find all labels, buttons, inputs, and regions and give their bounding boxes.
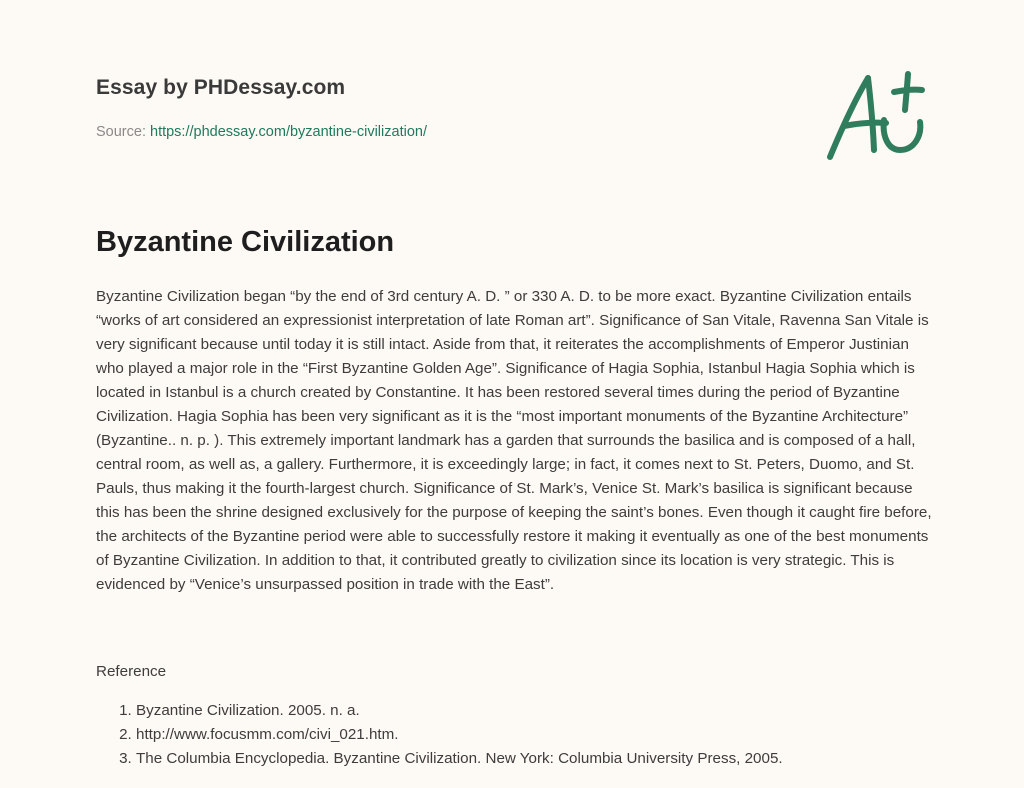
reference-item: 2. http://www.focusmm.com/civi_021.htm. [136, 723, 936, 747]
reference-item: 3. The Columbia Encyclopedia. Byzantine Civilization. New York: Columbia University Press, 2005. [136, 747, 936, 771]
reference-list [96, 699, 936, 771]
reference-heading: Reference [96, 663, 167, 680]
reference-item: 1. Byzantine Civilization. 2005. n. a. [136, 699, 936, 723]
source-label: Source: [96, 124, 150, 140]
source-line [96, 124, 427, 140]
a-plus-grade-icon [822, 68, 928, 164]
essay-body: Byzantine Civilization began “by the end of 3rd century A. D. ” or 330 A. D. to be more exact. Byzantine Civilization entails “works of art considered an expressionist interpretation of late Roman art”. Significance of San Vitale, Ravenna San Vitale is very significant because until today it is still intact. Aside from that, it reiterates the accomplishments of Emperor Justinian who played a major role in the “First Byzantine Golden Age”. Significance of Hagia Sophia, Istanbul Hagia Sophia which is located in Istanbul is a church created by Constantine. It has been restored several times during the period of Byzantine Civilization. Hagia Sophia has been very significant as it is the “most important monuments of the Byzantine Architecture” (Byzantine.. n. p. ). This extremely important landmark has a garden that surrounds the basilica and is composed of a hall, central room, as well as, a gallery. Furthermore, it is exceedingly large; in fact, it comes next to St. Peters, Duomo, and St. Pauls, thus making it the fourth-largest church. Significance of St. Mark’s, Venice St. Mark’s basilica is significant because this has been the shrine designed exclusively for the purpose of keeping the saint’s bones. Even though it caught fire before, the architects of the Byzantine period were able to successfully restore it making it eventually as one of the best monuments of Byzantine Civilization. In addition to that, it contributed greatly to civilization since its location is very strategic. This is evidenced by “Venice’s unsurpassed position in trade with the East”. [96, 288, 932, 593]
site-brand: Essay by PHDessay.com [96, 76, 346, 99]
source-link[interactable]: https://phdessay.com/byzantine-civilization/ [150, 124, 427, 140]
essay-title: Byzantine Civilization [96, 226, 395, 258]
